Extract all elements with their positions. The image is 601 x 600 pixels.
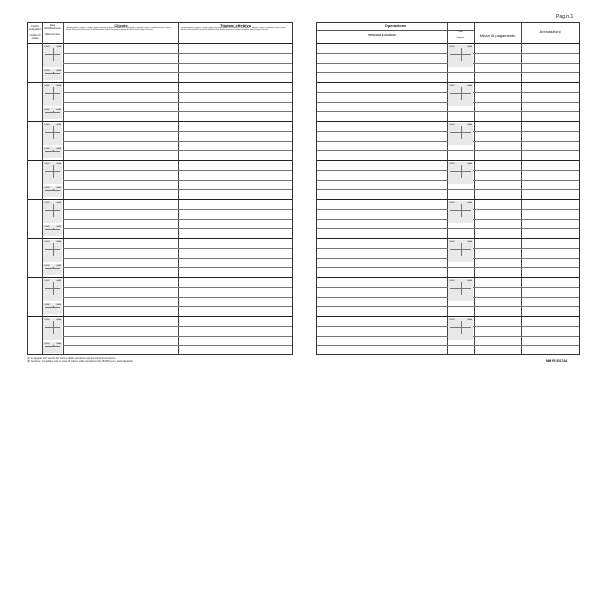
divider	[45, 93, 60, 94]
cliente-title: Cliente	[114, 23, 128, 28]
header-cliente	[64, 24, 178, 31]
row-line	[63, 72, 292, 73]
row-line	[63, 150, 292, 151]
left-record-block	[28, 82, 292, 121]
date-label: GGMM	[44, 45, 50, 48]
divider	[45, 112, 60, 113]
termine-date-box	[43, 342, 62, 353]
date-label: GGMM	[44, 108, 50, 111]
row-line	[63, 189, 292, 190]
row-line	[63, 258, 292, 259]
divider	[45, 346, 60, 347]
row-line	[63, 326, 292, 327]
form-code: MM RI 53174A	[546, 359, 568, 363]
row-line	[63, 53, 292, 54]
footnotes	[27, 357, 327, 363]
divider	[450, 171, 471, 172]
right-record-block	[317, 199, 579, 238]
left-record-block	[28, 160, 292, 199]
date-label: GGMM	[449, 318, 455, 321]
block-divider	[28, 238, 292, 239]
divider	[450, 210, 471, 211]
right-record-block	[317, 316, 579, 355]
row-line	[63, 131, 292, 132]
date-label: AAAA	[467, 201, 472, 204]
date-label: GGMM	[44, 279, 50, 282]
row-line	[63, 111, 292, 112]
header-data	[42, 24, 63, 36]
row-line	[63, 180, 292, 181]
date-label: AAAA	[56, 201, 61, 204]
header-titolare	[179, 24, 292, 31]
block-divider	[317, 82, 579, 83]
block-divider	[317, 121, 579, 122]
operazione-date-box	[448, 123, 473, 145]
identificazione-date-box	[43, 84, 62, 106]
block-divider	[317, 160, 579, 161]
date-label: AAAA	[467, 318, 472, 321]
block-divider	[317, 238, 579, 239]
operazione-data-label: Data	[458, 31, 463, 33]
date-label: AAAA	[56, 318, 61, 321]
divider	[450, 327, 471, 328]
right-record-block	[317, 43, 579, 82]
divider	[45, 151, 60, 152]
divider	[45, 249, 60, 250]
date-label: AAAA	[467, 279, 472, 282]
divider	[450, 288, 471, 289]
row-line	[63, 141, 292, 142]
date-label: AAAA	[56, 69, 61, 72]
divider	[45, 54, 60, 55]
identificazione-date-box	[43, 123, 62, 145]
left-record-block	[28, 199, 292, 238]
date-label: AAAA	[56, 240, 61, 243]
row-line	[63, 336, 292, 337]
divider	[45, 210, 60, 211]
date-label: GGMM	[449, 201, 455, 204]
operazione-date-box	[448, 279, 473, 301]
left-header	[28, 23, 292, 44]
date-label: GGMM	[44, 225, 50, 228]
operazione-title: Operazione	[384, 23, 407, 28]
right-record-block	[317, 121, 579, 160]
divider	[45, 190, 60, 191]
block-divider	[28, 316, 292, 317]
block-divider	[28, 199, 292, 200]
date-label: AAAA	[56, 225, 61, 228]
annotazioni-label: Annotazioni	[539, 29, 561, 34]
date-label: AAAA	[56, 303, 61, 306]
date-label: GGMM	[44, 303, 50, 306]
row-line	[317, 111, 579, 112]
date-label: GGMM	[44, 201, 50, 204]
row-line	[63, 345, 292, 346]
termine-date-box	[43, 264, 62, 275]
row-line	[63, 228, 292, 229]
date-label: AAAA	[467, 45, 472, 48]
cliente-description: Denominazione, Legale o Lucide Legale Infrazione Indrizzo di residenza o sede legale: Cognome, Nome o Ragione sociale; Codice fiscale; Estremi del documento di identificazione; Attività lavorativa o settore di attività; data e luogo di nascita.	[66, 27, 171, 32]
tipologia-label: TIPOLOGIA E CAUSALE	[368, 34, 396, 37]
date-label: AAAA	[56, 162, 61, 165]
block-divider	[317, 277, 579, 278]
date-label: GGMM	[449, 84, 455, 87]
termine-date-box	[43, 108, 62, 119]
date-label: GGMM	[44, 186, 50, 189]
row-line	[63, 102, 292, 103]
left-record-block	[28, 238, 292, 277]
divider	[450, 54, 471, 55]
operazione-date-box	[448, 162, 473, 184]
identificazione-date-box	[43, 279, 62, 301]
footnote-2: (2) Sezione: compilare solo in caso di valore sulle operazioni del 18.000 euro, parti identiche.	[27, 360, 134, 364]
divider	[45, 268, 60, 269]
row-line	[63, 287, 292, 288]
left-register-table	[27, 22, 293, 355]
operazione-date-box	[448, 45, 473, 67]
block-divider	[28, 160, 292, 161]
row-line	[63, 248, 292, 249]
left-body	[28, 43, 292, 354]
date-label: GGMM	[44, 84, 50, 87]
divider	[45, 229, 60, 230]
row-line	[63, 219, 292, 220]
row-line	[63, 306, 292, 307]
date-label: AAAA	[467, 84, 472, 87]
date-label: GGMM	[44, 318, 50, 321]
header-scelta-label: Codice di scelta	[29, 34, 41, 40]
date-label: AAAA	[467, 240, 472, 243]
row-line	[63, 267, 292, 268]
block-divider	[317, 316, 579, 317]
header-codice	[28, 25, 42, 40]
date-label: GGMM	[449, 279, 455, 282]
divider	[45, 171, 60, 172]
operazione-date-box	[448, 201, 473, 223]
right-record-block	[317, 160, 579, 199]
row-line	[317, 228, 579, 229]
date-label: AAAA	[56, 264, 61, 267]
identificazione-date-box	[43, 201, 62, 223]
operazione-date-box	[448, 318, 473, 340]
row-line	[63, 63, 292, 64]
divider	[450, 249, 471, 250]
divider	[450, 93, 471, 94]
operazione-date-box	[448, 84, 473, 106]
date-label: GGMM	[44, 342, 50, 345]
block-divider	[28, 121, 292, 122]
right-record-block	[317, 82, 579, 121]
row-line	[63, 297, 292, 298]
left-record-block	[28, 316, 292, 355]
identificazione-date-box	[43, 240, 62, 262]
block-divider	[317, 199, 579, 200]
date-label: AAAA	[56, 84, 61, 87]
row-line	[63, 209, 292, 210]
date-label: AAAA	[56, 279, 61, 282]
divider	[45, 288, 60, 289]
right-record-block	[317, 277, 579, 316]
termine-date-box	[43, 186, 62, 197]
identificazione-date-box	[43, 318, 62, 340]
header-identificazione-label: identificazione	[44, 27, 61, 30]
divider	[45, 327, 60, 328]
right-header	[317, 23, 579, 44]
row-line	[63, 170, 292, 171]
termine-date-box	[43, 147, 62, 158]
left-record-block	[28, 43, 292, 82]
row-line	[63, 92, 292, 93]
row-line	[317, 345, 579, 346]
header-codice-label: Codice anagrafico	[28, 25, 42, 31]
date-label: AAAA	[56, 186, 61, 189]
page-number: Pag.n.1	[556, 14, 574, 20]
divider	[45, 132, 60, 133]
termine-date-box	[43, 225, 62, 236]
identificazione-date-box	[43, 45, 62, 67]
termine-date-box	[43, 69, 62, 80]
termine-date-box	[43, 303, 62, 314]
date-label: GGMM	[449, 45, 455, 48]
date-label: GGMM	[44, 69, 50, 72]
right-register-table	[316, 22, 580, 355]
titolare-title: Titolare effettivo	[219, 23, 252, 28]
divider	[45, 307, 60, 308]
right-record-block	[317, 238, 579, 277]
identificazione-date-box	[43, 162, 62, 184]
titolare-description: Denominazione, Legale o Lucide Legale Infrazione Indrizzo di residenza o sede legale: Cognome, Nome o Ragione sociale; Codice fiscale; Estremi del documento di identificazione; Attività lavorativa o settore di attività; data e luogo di nascita.	[181, 27, 286, 32]
date-label: GGMM	[449, 162, 455, 165]
row-line	[317, 72, 579, 73]
date-label: AAAA	[56, 342, 61, 345]
header-data-label: Data	[49, 24, 56, 27]
date-label: AAAA	[56, 45, 61, 48]
row-line	[317, 150, 579, 151]
operazione-importo-label: Importo	[456, 37, 465, 39]
date-label: AAAA	[56, 108, 61, 111]
left-record-block	[28, 121, 292, 160]
date-label: GGMM	[44, 264, 50, 267]
date-label: GGMM	[44, 147, 50, 150]
date-label: GGMM	[44, 240, 50, 243]
header-termine-label: Data termine	[45, 33, 60, 36]
date-label: GGMM	[44, 123, 50, 126]
right-body	[317, 43, 579, 354]
left-record-block	[28, 277, 292, 316]
date-label: AAAA	[467, 162, 472, 165]
date-label: GGMM	[449, 123, 455, 126]
date-label: AAAA	[56, 123, 61, 126]
divider	[450, 132, 471, 133]
date-label: GGMM	[449, 240, 455, 243]
date-label: AAAA	[467, 123, 472, 126]
operazione-date-box	[448, 240, 473, 262]
mezzi-label: Mezzi di pagamento	[479, 33, 516, 38]
row-line	[317, 267, 579, 268]
row-line	[317, 189, 579, 190]
divider	[45, 73, 60, 74]
row-line	[317, 306, 579, 307]
date-label: GGMM	[44, 162, 50, 165]
block-divider	[28, 277, 292, 278]
footnote-1: (1) in seguito ad i servizi dei conti e delle operazioni ad istruzioni di istruzione	[27, 357, 116, 360]
date-label: AAAA	[56, 147, 61, 150]
block-divider	[28, 82, 292, 83]
